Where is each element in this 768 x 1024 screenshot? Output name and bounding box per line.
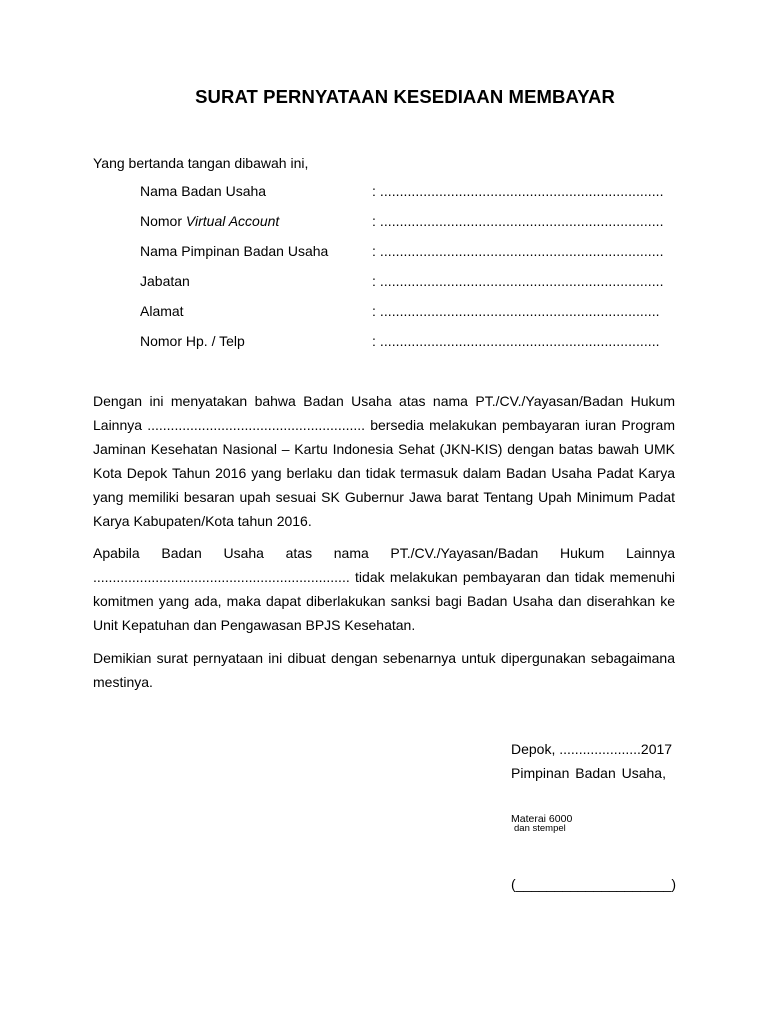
- field-value: : ........................................................................: [372, 213, 664, 229]
- stamp-note-stempel: dan stempel: [514, 823, 566, 834]
- field-row-alamat: [140, 303, 680, 323]
- field-row-nomor-virtual-account: [140, 213, 680, 233]
- intro-text: Yang bertanda tangan dibawah ini,: [93, 155, 309, 171]
- field-label: Jabatan: [140, 273, 190, 289]
- field-value: : ........................................................................: [372, 183, 664, 199]
- signature-role: Pimpinan Badan Usaha,: [511, 765, 666, 781]
- stamp-note-materai: Materai 6000: [511, 813, 573, 825]
- field-value: : .......................................................................: [372, 333, 660, 349]
- field-value: : ........................................................................: [372, 273, 664, 289]
- field-row-nama-badan-usaha: [140, 183, 680, 203]
- field-label-italic: Virtual Account: [185, 213, 280, 229]
- field-row-nomor-hp: [140, 333, 680, 353]
- signature-place-date: Depok, .....................2017: [511, 741, 673, 757]
- field-label: [140, 213, 279, 229]
- field-row-jabatan: [140, 273, 680, 293]
- field-value: : ........................................................................: [372, 243, 664, 259]
- field-label-prefix: Nomor: [140, 213, 186, 229]
- field-label: Nomor Hp. / Telp: [140, 333, 245, 349]
- field-value: : .......................................................................: [372, 303, 660, 319]
- field-label: Alamat: [140, 303, 184, 319]
- paragraph-closing: Demikian surat pernyataan ini dibuat dengan sebenarnya untuk dipergunakan sebagaimana mestinya.: [93, 650, 675, 690]
- field-label: Nama Badan Usaha: [140, 183, 267, 199]
- signature-name-line: (____________________): [511, 876, 677, 892]
- field-label: Nama Pimpinan Badan Usaha: [140, 243, 329, 259]
- document-title: SURAT PERNYATAAN KESEDIAAN MEMBAYAR: [195, 86, 615, 107]
- field-row-nama-pimpinan: [140, 243, 680, 263]
- paragraph-statement: Dengan ini menyatakan bahwa Badan Usaha atas nama PT./CV./Yayasan/Badan Hukum Lainnya ........................................................ bersedia melakukan pembayaran iuran Program Jaminan Kesehatan Nasional – Kartu Indonesia Sehat (JKN-KIS) dengan batas bawah UMK Kota Depok Tahun 2016 yang berlaku dan tidak termasuk dalam Badan Usaha Padat Karya yang memiliki besaran upah sesuai SK Gubernur Jawa barat Tentang Upah Minimum Padat Karya Kabupaten/Kota tahun 2016.: [93, 393, 675, 529]
- paragraph-sanction: Apabila Badan Usaha atas nama PT./CV./Yayasan/Badan Hukum Lainnya .................................................................. tidak melakukan pembayaran dan tidak memenuhi komitmen yang ada, maka dapat diberlakukan sanksi bagi Badan Usaha dan diserahkan ke Unit Kepatuhan dan Pengawasan BPJS Kesehatan.: [93, 545, 675, 633]
